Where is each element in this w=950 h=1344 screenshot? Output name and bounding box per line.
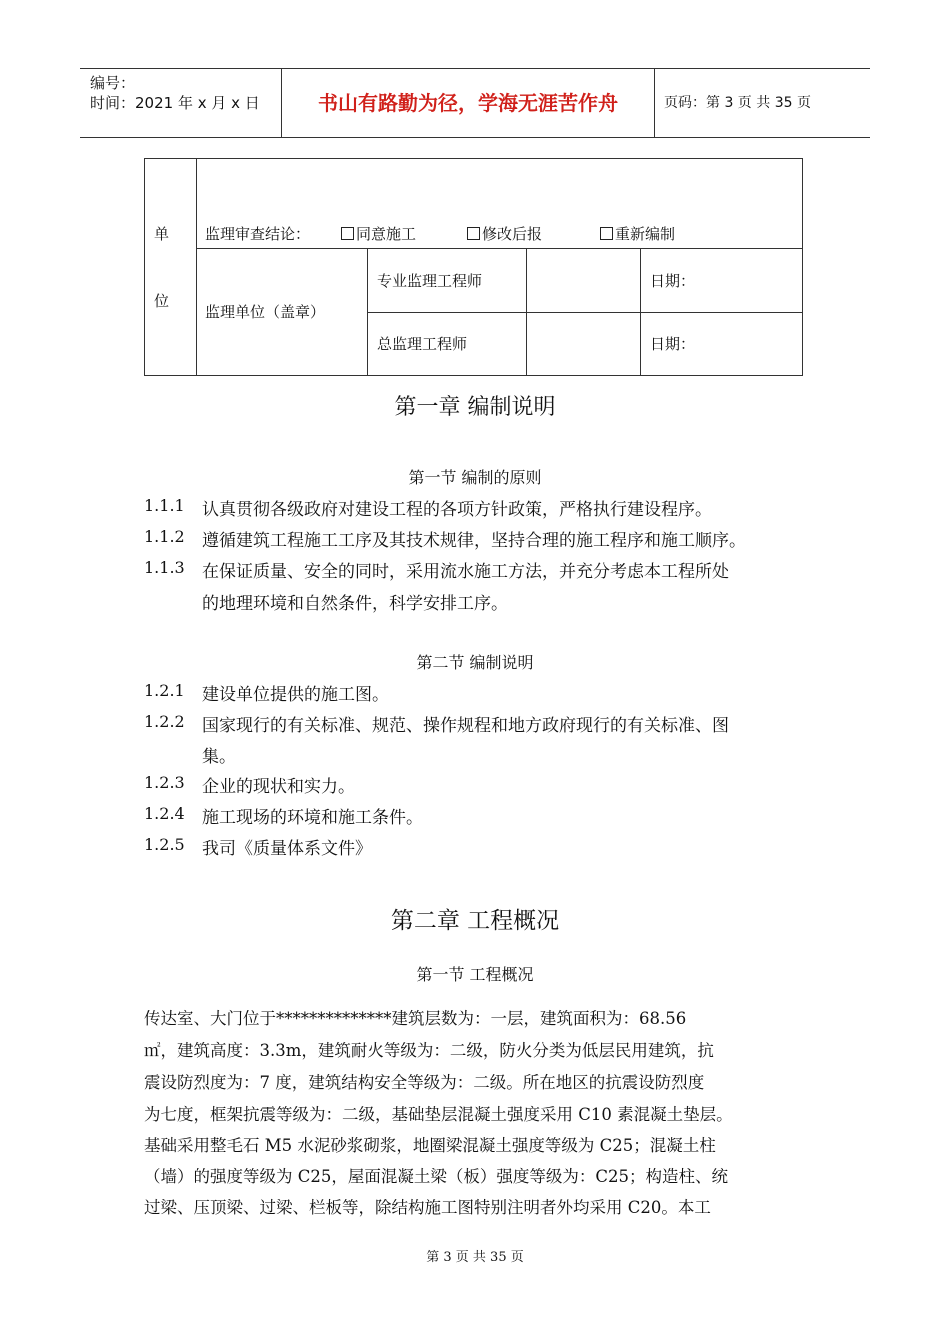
header-divider [654,69,655,137]
document-number-label: 编号： [90,74,136,92]
item-text: 遵循建筑工程施工工序及其技术规律，坚持合理的施工程序和施工顺序。 [202,531,746,551]
chapter-2-title: 第二章 工程概况 [390,908,560,934]
item-number: 1.2.1 [144,681,185,700]
page-header [80,68,870,138]
header-motto: 书山有路勤为径，学海无涯苦作舟 [318,91,618,115]
header-page-info: 页码：第 3 页 共 35 页 [664,95,811,111]
supervisor-unit-label: 监理单位（盖章） [205,303,326,321]
item-text-continued: 集。 [202,747,236,767]
table-line [196,248,802,249]
item-number: 1.2.3 [144,773,185,792]
item-number: 1.2.4 [144,804,185,823]
item-text: 建设单位提供的施工图。 [202,685,389,705]
item-number: 1.1.1 [144,496,185,515]
date-label: 日期： [650,335,696,353]
page-footer: 第 3 页 共 35 页 [426,1250,524,1265]
item-number: 1.1.3 [144,558,185,577]
overview-line: 基础采用整毛石 M5 水泥砂浆砌浆，地圈梁混凝土强度等级为 C25；混凝土柱 [144,1136,716,1155]
option-agree-label: 同意施工 [356,225,417,243]
checkbox-icon[interactable] [600,227,613,240]
option-agree[interactable] [341,223,416,244]
item-text-continued: 的地理环境和自然条件，科学安排工序。 [202,594,508,614]
document-time: 时间：2021 年 x 月 x 日 [90,94,260,112]
overview-line: 为七度，框架抗震等级为：二级，基础垫层混凝土强度采用 C10 素混凝土垫层。 [144,1105,733,1124]
option-revise-label: 修改后报 [482,225,543,243]
table-line [367,312,802,313]
item-text: 施工现场的环境和施工条件。 [202,808,423,828]
item-text: 我司《质量体系文件》 [202,839,372,859]
item-text: 认真贯彻各级政府对建设工程的各项方针政策，严格执行建设程序。 [202,500,712,520]
overview-line: ㎡，建筑高度：3.3m，建筑耐火等级为：二级，防火分类为低层民用建筑，抗 [144,1041,714,1060]
item-text: 国家现行的有关标准、规范、操作规程和地方政府现行的有关标准、图 [202,716,729,736]
overview-line: 震设防烈度为：7 度，建筑结构安全等级为：二级。所在地区的抗震设防烈度 [144,1073,705,1092]
unit-char-2: 位 [154,292,170,310]
chief-engineer-label: 总监理工程师 [377,335,468,353]
option-recompile[interactable] [600,223,675,244]
checkbox-icon[interactable] [341,227,354,240]
date-label: 日期： [650,272,696,290]
option-revise[interactable] [467,223,542,244]
item-text: 在保证质量、安全的同时，采用流水施工方法，并充分考虑本工程所处 [202,562,729,582]
item-number: 1.2.5 [144,835,185,854]
section-1-2-title: 第二节 编制说明 [416,653,534,672]
header-left [90,73,260,113]
checkbox-icon[interactable] [467,227,480,240]
supervision-review-table [144,158,803,376]
section-1-1-title: 第一节 编制的原则 [408,468,542,487]
item-number: 1.1.2 [144,527,185,546]
item-number: 1.2.2 [144,712,185,731]
unit-char-1: 单 [154,225,170,243]
section-2-1-title: 第一节 工程概况 [416,965,534,984]
overview-line: 过梁、压顶梁、过梁、栏板等，除结构施工图特别注明者外均采用 C20。本工 [144,1198,711,1217]
overview-line: （墙）的强度等级为 C25，屋面混凝土梁（板）强度等级为：C25；构造柱、统 [144,1167,728,1186]
option-recompile-label: 重新编制 [615,225,676,243]
review-conclusion-label: 监理审查结论： [205,225,311,243]
item-text: 企业的现状和实力。 [202,777,355,797]
overview-line: 传达室、大门位于**************建筑层数为：一层，建筑面积为：68.56 [144,1009,687,1028]
table-line [196,159,197,375]
professional-engineer-label: 专业监理工程师 [377,272,483,290]
chapter-1-title: 第一章 编制说明 [394,395,556,420]
